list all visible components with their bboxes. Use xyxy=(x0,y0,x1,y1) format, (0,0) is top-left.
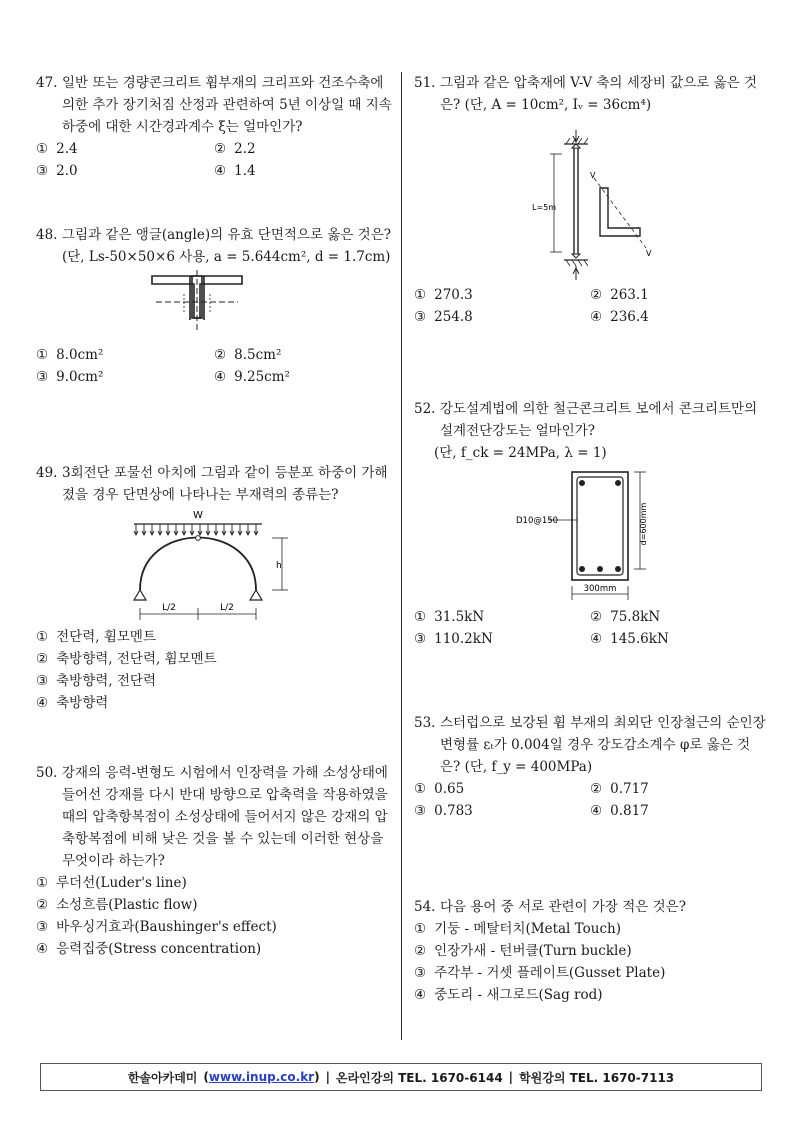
option-1[interactable]: ① 전단력, 휨모멘트 xyxy=(36,629,156,645)
option-4[interactable]: ④ 0.817 xyxy=(590,803,649,819)
question-text: 그림과 같은 압축재에 V-V 축의 세장비 값으로 옳은 것은? (단, A = 10cm², Iᵥ = 36cm⁴) xyxy=(440,75,757,113)
question-54 xyxy=(414,896,766,1006)
question-stem xyxy=(414,72,766,116)
academy-name: 한솔아카데미 xyxy=(127,1070,198,1085)
options xyxy=(414,778,766,822)
question-number: 49. xyxy=(36,465,58,481)
beam-section-figure xyxy=(414,464,766,606)
question-49 xyxy=(36,462,392,714)
length-label: L=5m xyxy=(532,203,557,212)
option-3[interactable]: ③ 주각부 - 거셋 플레이트(Gusset Plate) xyxy=(414,965,666,981)
academy-url-link[interactable]: www.inup.co.kr xyxy=(208,1070,315,1084)
option-4[interactable]: ④ 1.4 xyxy=(214,163,256,179)
question-text: 스터럽으로 보강된 휨 부재의 최외단 인장철근의 순인장 변형률 εₜ가 0.004일 경우 강도감소계수 φ로 옳은 것은? (단, f_y = 400MPa) xyxy=(440,715,766,775)
question-53 xyxy=(414,712,766,822)
option-4[interactable]: ④ 축방향력 xyxy=(36,695,109,711)
option-2[interactable]: ② 소성흐름(Plastic flow) xyxy=(36,897,198,913)
option-4[interactable]: ④ 중도리 - 새그로드(Sag rod) xyxy=(414,987,603,1003)
compression-member-figure xyxy=(414,116,766,284)
question-number: 53. xyxy=(414,715,436,731)
question-number: 48. xyxy=(36,227,58,243)
option-3[interactable]: ③ 바우싱거효과(Baushinger's effect) xyxy=(36,919,277,935)
question-stem xyxy=(414,896,766,918)
arch-figure xyxy=(36,508,392,626)
question-text: 강도설계법에 의한 철근콘크리트 보에서 콘크리트만의 설계전단강도는 얼마인가? xyxy=(440,401,758,439)
question-stem xyxy=(414,398,766,442)
option-2[interactable]: ② 263.1 xyxy=(590,287,649,303)
option-1[interactable]: ① 270.3 xyxy=(414,287,473,303)
page-footer: 한솔아카데미 (www.inup.co.kr) | 온라인강의 TEL. 1670-6144 | 학원강의 TEL. 1670-7113 xyxy=(40,1063,762,1091)
question-number: 54. xyxy=(414,899,436,915)
question-50 xyxy=(36,762,392,960)
question-stem xyxy=(36,762,392,872)
option-3[interactable]: ③ 축방향력, 전단력 xyxy=(36,673,156,689)
option-1[interactable]: ① 기둥 - 메탈터치(Metal Touch) xyxy=(414,921,621,937)
option-1[interactable]: ① 8.0cm² xyxy=(36,347,104,363)
option-3[interactable]: ③ 254.8 xyxy=(414,309,473,325)
v-axis-label-bottom: V xyxy=(646,249,652,258)
question-text: 그림과 같은 앵글(angle)의 유효 단면적으로 옳은 것은? (단, Ls-50×50×6 사용, a = 5.644cm², d = 1.7cm) xyxy=(62,227,391,265)
options xyxy=(36,344,392,388)
width-label: 300mm xyxy=(583,584,617,594)
question-stem xyxy=(36,224,392,268)
option-2[interactable]: ② 2.2 xyxy=(214,141,256,157)
question-number: 47. xyxy=(36,75,58,91)
question-text: 다음 용어 중 서로 관련이 가장 적은 것은? xyxy=(440,899,686,915)
online-phone: 온라인강의 TEL. 1670-6144 xyxy=(335,1070,503,1085)
question-text: 일반 또는 경량콘크리트 휨부재의 크리프와 건조수축에 의한 추가 장기처짐 산정과 관련하여 5년 이상일 때 지속하중에 대한 시간경과계수 ξ는 얼마인가? xyxy=(62,75,392,135)
question-stem xyxy=(36,462,392,506)
option-2[interactable]: ② 축방향력, 전단력, 휨모멘트 xyxy=(36,651,217,667)
option-1[interactable]: ① 루더선(Luder's line) xyxy=(36,875,187,891)
option-1[interactable]: ① 2.4 xyxy=(36,141,78,157)
stirrup-label: D10@150 xyxy=(516,516,559,526)
option-2[interactable]: ② 75.8kN xyxy=(590,609,661,625)
options xyxy=(414,606,766,650)
options xyxy=(414,284,766,328)
option-4[interactable]: ④ 145.6kN xyxy=(590,631,669,647)
options xyxy=(36,138,392,182)
question-48 xyxy=(36,224,392,388)
option-4[interactable]: ④ 236.4 xyxy=(590,309,649,325)
option-3[interactable]: ③ 0.783 xyxy=(414,803,473,819)
height-label: h xyxy=(276,561,282,571)
option-2[interactable]: ② 인장가새 - 턴버클(Turn buckle) xyxy=(414,943,632,959)
option-2[interactable]: ② 8.5cm² xyxy=(214,347,282,363)
question-47 xyxy=(36,72,392,182)
half-span-label-2: L/2 xyxy=(220,603,234,613)
double-angle-figure xyxy=(36,268,392,344)
question-stem xyxy=(36,72,392,138)
option-3[interactable]: ③ 2.0 xyxy=(36,163,78,179)
options xyxy=(36,626,392,714)
option-3[interactable]: ③ 110.2kN xyxy=(414,631,493,647)
question-number: 52. xyxy=(414,401,436,417)
question-text: 3회전단 포물선 아치에 그림과 같이 등분포 하중이 가해졌을 경우 단면상에 나타나는 부재력의 종류는? xyxy=(62,465,388,503)
option-1[interactable]: ① 0.65 xyxy=(414,781,465,797)
options xyxy=(36,872,392,960)
options xyxy=(414,918,766,1006)
option-3[interactable]: ③ 9.0cm² xyxy=(36,369,104,385)
offline-phone: 학원강의 TEL. 1670-7113 xyxy=(519,1070,675,1085)
footer-separator: | xyxy=(508,1070,514,1084)
depth-label: d=600mm xyxy=(639,502,648,546)
question-text: 강재의 응력-변형도 시험에서 인장력을 가해 소성상태에 들어선 강재를 다시 반대 방향으로 압축력을 작용하였을 때의 압축항복점이 소성상태에 들어서지 않은 강재의 압축항복점에 비해 낮은 것을 볼 수 있는데 이러한 현상을 무엇이라 하는가? xyxy=(62,765,388,869)
half-span-label-1: L/2 xyxy=(162,603,176,613)
question-51 xyxy=(414,72,766,328)
option-1[interactable]: ① 31.5kN xyxy=(414,609,485,625)
column-divider xyxy=(401,72,402,1040)
option-2[interactable]: ② 0.717 xyxy=(590,781,649,797)
load-label: W xyxy=(193,510,203,521)
v-axis-label-top: V xyxy=(590,171,596,180)
question-stem xyxy=(414,712,766,778)
option-4[interactable]: ④ 응력집중(Stress concentration) xyxy=(36,941,262,957)
footer-separator: | xyxy=(325,1070,330,1084)
question-number: 51. xyxy=(414,75,436,91)
question-52 xyxy=(414,398,766,650)
question-note: (단, f_ck = 24MPa, λ = 1) xyxy=(434,445,607,461)
option-4[interactable]: ④ 9.25cm² xyxy=(214,369,290,385)
question-number: 50. xyxy=(36,765,58,781)
